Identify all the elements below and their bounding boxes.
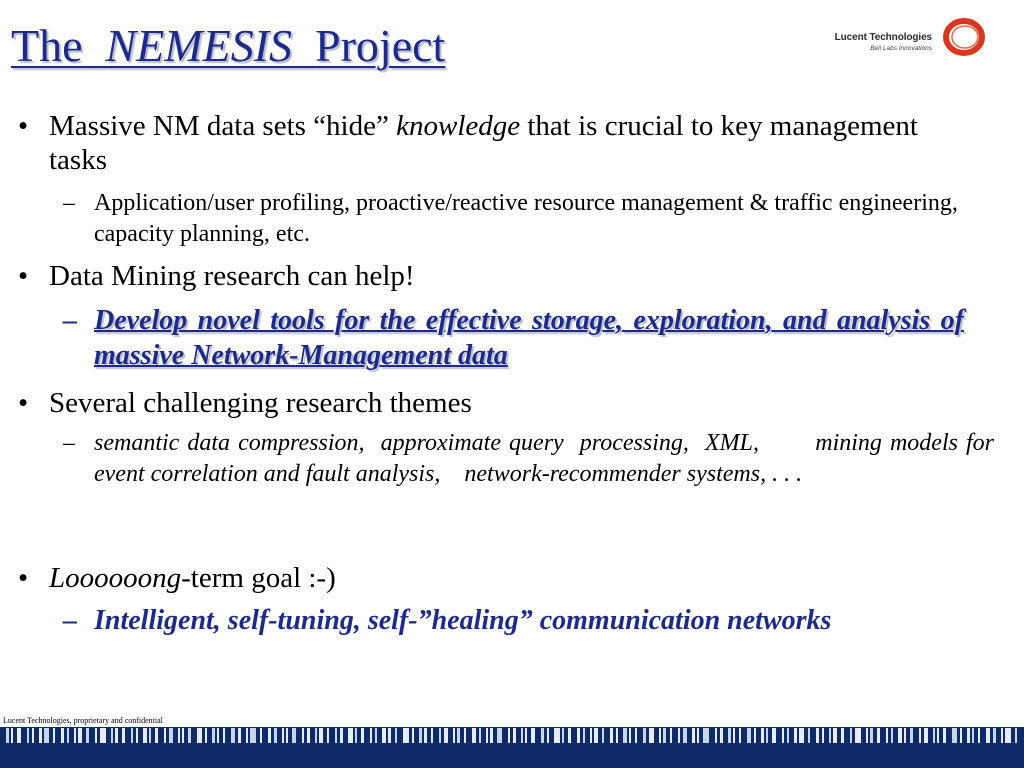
barcode-stripe <box>444 728 448 743</box>
barcode-stripe <box>715 728 717 743</box>
barcode-stripe <box>886 728 888 743</box>
bullet-1-post: that is crucial to key management tasks <box>49 110 918 176</box>
barcode-stripe <box>86 728 89 743</box>
barcode-stripe <box>439 728 441 743</box>
barcode-stripe <box>327 728 329 743</box>
barcode-stripe <box>486 728 488 743</box>
barcode-stripe <box>246 728 248 743</box>
barcode-stripe <box>919 728 921 743</box>
barcode-stripe <box>754 728 756 743</box>
barcode-stripe <box>375 728 377 743</box>
barcode-stripe <box>457 728 460 743</box>
barcode-stripe <box>952 728 957 743</box>
barcode-stripe <box>972 728 974 743</box>
barcode-stripe <box>978 728 980 743</box>
barcode-stripe <box>315 728 317 743</box>
barcode-stripe <box>728 728 731 743</box>
barcode-stripe <box>766 728 768 743</box>
barcode-stripe <box>799 728 804 743</box>
barcode-stripe <box>531 728 535 743</box>
bullet-1-text <box>49 109 919 177</box>
bullet-1-pre: Massive NM data sets “hide” <box>49 110 397 142</box>
barcode-stripe <box>479 728 481 743</box>
innovation-ring-icon <box>938 16 990 58</box>
barcode-stripe <box>841 728 844 743</box>
barcode-stripe <box>74 728 76 743</box>
barcode-stripe <box>155 728 158 743</box>
barcode-stripe <box>590 728 592 743</box>
barcode-stripe <box>623 728 627 743</box>
sub-bullet-4-text: Intelligent, self-tuning, self-”healing” communication networks <box>94 605 832 636</box>
barcode-stripe <box>419 728 422 743</box>
barcode-stripe <box>388 728 391 743</box>
bullet-4-post: -term goal :-) <box>181 562 336 594</box>
barcode-stripe <box>1015 728 1017 743</box>
barcode-stripe <box>100 728 106 743</box>
barcode-stripe <box>850 728 852 743</box>
barcode-stripe <box>986 728 990 743</box>
barcode-stripe <box>282 728 284 743</box>
bullet-4-text <box>49 561 919 595</box>
bullet-3-text: Several challenging research themes <box>49 387 472 419</box>
barcode-stripe <box>822 728 824 743</box>
barcode-stripe <box>164 728 166 743</box>
barcode-stripe <box>32 728 34 743</box>
barcode-stripe <box>431 728 433 743</box>
dash-marker: – <box>63 605 77 636</box>
barcode-stripe <box>1001 728 1003 743</box>
dash-marker: – <box>63 430 75 456</box>
barcode-stripe <box>370 728 372 743</box>
bullet-marker: • <box>18 387 29 419</box>
slide-title <box>11 18 445 74</box>
barcode-stripe <box>508 728 510 743</box>
barcode-stripe <box>44 728 49 743</box>
barcode-stripe <box>6 728 9 743</box>
barcode-stripe <box>937 728 939 743</box>
barcode-stripe <box>761 728 764 743</box>
barcode-stripe <box>307 728 310 743</box>
barcode-stripe <box>131 728 133 743</box>
barcode-stripe <box>403 728 409 743</box>
barcode-stripe <box>683 728 687 743</box>
barcode-stripe <box>678 728 680 743</box>
bullet-2-text: Data Mining research can help! <box>49 260 415 292</box>
barcode-stripe <box>11 728 13 743</box>
barcode-stripe <box>594 728 598 743</box>
title-prefix: The <box>11 20 83 71</box>
barcode-stripe <box>782 728 784 743</box>
barcode-stripe <box>943 728 946 743</box>
dash-marker: – <box>63 305 77 336</box>
bullet-marker: • <box>18 110 29 142</box>
bullet-marker: • <box>18 260 29 292</box>
barcode-stripe <box>610 728 613 743</box>
barcode-stripe <box>794 728 797 743</box>
barcode-stripe <box>960 728 962 743</box>
barcode-stripe <box>95 728 97 743</box>
title-suffix: Project <box>315 20 446 71</box>
footer-bar <box>0 727 1024 768</box>
barcode-stripe <box>898 728 902 743</box>
barcode-stripe <box>891 728 893 743</box>
barcode-stripe <box>808 728 810 743</box>
barcode-stripe <box>53 728 55 743</box>
barcode-stripe <box>490 728 493 743</box>
bullet-1-italic: knowledge <box>396 110 521 142</box>
barcode-stripe <box>355 728 357 743</box>
sub-bullet-2-link-text: Develop novel tools for the effective storage, exploration, and analysis of massive Network-Management data <box>94 305 964 371</box>
barcode-stripe <box>472 728 476 743</box>
barcode-stripe <box>238 728 241 743</box>
barcode-stripe <box>554 728 560 743</box>
barcode-stripe <box>787 728 789 743</box>
barcode-stripe <box>143 728 147 743</box>
barcode-stripe <box>122 728 125 743</box>
barcode-stripe <box>39 728 42 743</box>
title-italic: NEMESIS <box>105 20 293 71</box>
barcode-stripe <box>205 728 207 743</box>
barcode-stripe <box>302 728 304 743</box>
footer-confidential: Lucent Technologies, proprietary and confidential <box>3 716 163 725</box>
barcode-stripe <box>521 728 523 743</box>
barcode-stripe <box>583 728 585 743</box>
barcode-stripe <box>747 728 751 743</box>
barcode-stripe <box>670 728 672 743</box>
barcode-stripe <box>993 728 996 743</box>
barcode-stripe <box>659 728 661 743</box>
barcode-stripe <box>182 728 184 743</box>
barcode-stripe <box>855 728 861 743</box>
barcode-stripe <box>223 728 225 743</box>
barcode-stripe <box>933 728 935 743</box>
barcode-stripe <box>188 728 191 743</box>
barcode-stripe <box>547 728 549 743</box>
barcode-stripe <box>348 728 353 743</box>
barcode-stripe <box>412 728 414 743</box>
dash-marker: – <box>63 190 75 216</box>
barcode-stripe <box>67 728 69 743</box>
barcode-stripe <box>562 728 564 743</box>
barcode-stripe <box>464 728 466 743</box>
barcode-stripe <box>904 728 906 743</box>
barcode-stripe <box>616 728 618 743</box>
barcode-stripe <box>197 728 202 743</box>
barcode-stripe <box>829 728 831 743</box>
barcode-stripe <box>816 728 819 743</box>
barcode-stripe <box>335 728 337 743</box>
barcode-stripe <box>395 728 397 743</box>
lucent-logo <box>818 16 998 58</box>
barcode-stripe <box>692 728 695 743</box>
barcode-stripe <box>136 728 138 743</box>
barcode-stripe <box>663 728 666 743</box>
barcode-stripe <box>61 728 64 743</box>
barcode-stripe <box>877 728 880 743</box>
barcode-stripe <box>1005 728 1011 743</box>
barcode-stripe <box>649 728 654 743</box>
barcode-stripe <box>250 728 256 743</box>
barcode-stripe <box>217 728 219 743</box>
barcode-stripe <box>497 728 502 743</box>
barcode-stripe <box>231 728 235 743</box>
barcode-stripe <box>361 728 364 743</box>
barcode-stripe <box>833 728 837 743</box>
barcode-stripe <box>513 728 516 743</box>
bullet-4-italic: Loooooong <box>49 562 182 594</box>
barcode-stripe <box>739 728 741 743</box>
barcode-stripe <box>643 728 646 743</box>
barcode-stripe <box>178 728 180 743</box>
sub-bullet-2-text <box>94 303 964 373</box>
barcode-stripe <box>27 728 29 743</box>
barcode-stripe <box>453 728 455 743</box>
barcode-stripe <box>111 728 113 743</box>
barcode-stripe-decoration <box>0 727 1024 768</box>
barcode-stripe <box>115 728 118 743</box>
barcode-stripe <box>169 728 173 743</box>
barcode-stripe <box>17 728 21 743</box>
barcode-stripe <box>697 728 699 743</box>
barcode-stripe <box>319 728 323 743</box>
barcode-stripe <box>541 728 544 743</box>
barcode-stripe <box>525 728 527 743</box>
barcode-stripe <box>286 728 288 743</box>
barcode-stripe <box>274 728 277 743</box>
bullet-marker: • <box>18 562 29 594</box>
barcode-stripe <box>382 728 386 743</box>
barcode-stripe <box>866 728 868 743</box>
barcode-stripe <box>967 728 970 743</box>
barcode-stripe <box>910 728 913 743</box>
barcode-stripe <box>212 728 215 743</box>
barcode-stripe <box>78 728 82 743</box>
barcode-stripe <box>635 728 637 743</box>
barcode-stripe <box>568 728 571 743</box>
sub-bullet-1-text: Application/user profiling, proactive/reactive resource management & traffic engineering, capacity planning, etc. <box>94 190 958 247</box>
logo-tagline: Bell Labs Innovations <box>870 45 932 52</box>
barcode-stripe <box>772 728 776 743</box>
barcode-stripe <box>577 728 580 743</box>
sub-bullet-3-text: semantic data compression, approximate query processing, XML, mining models for event correlation and fault analysis, network-recommender systems, . . . <box>94 430 1000 487</box>
barcode-stripe <box>292 728 296 743</box>
barcode-stripe <box>870 728 873 743</box>
barcode-stripe <box>924 728 928 743</box>
barcode-stripe <box>424 728 427 743</box>
barcode-stripe <box>149 728 151 743</box>
barcode-stripe <box>268 728 271 743</box>
barcode-stripe <box>733 728 735 743</box>
barcode-stripe <box>629 728 631 743</box>
barcode-stripe <box>703 728 709 743</box>
barcode-stripe <box>260 728 262 743</box>
logo-brand: Lucent Technologies <box>834 32 932 43</box>
barcode-stripe <box>720 728 723 743</box>
barcode-stripe <box>602 728 604 743</box>
barcode-stripe <box>340 728 343 743</box>
